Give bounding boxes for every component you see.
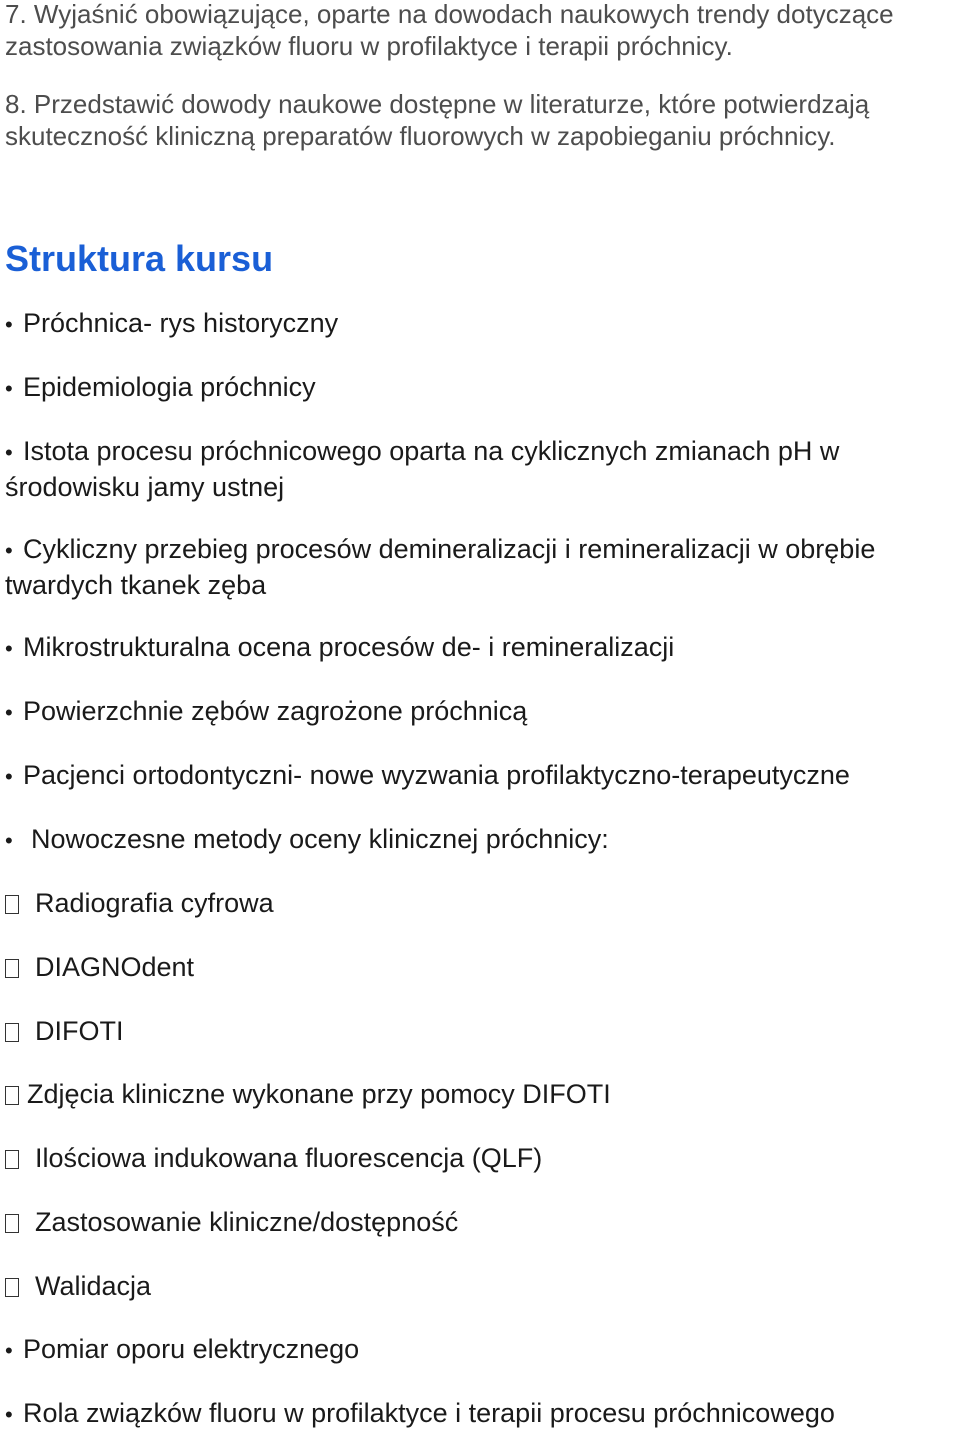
bullet-icon: • (5, 440, 13, 465)
course-item-surfaces (5, 694, 960, 730)
course-item-label: Pomiar oporu elektrycznego (23, 1334, 360, 1364)
subitem-label: DIAGNOdent (35, 952, 195, 982)
subitem-label: Walidacja (35, 1271, 152, 1301)
bullet-icon: • (5, 700, 13, 725)
bullet-icon: • (5, 1402, 13, 1427)
bullet-icon: • (5, 828, 13, 853)
subitem-label: Zdjęcia kliniczne wykonane przy pomocy DIFOTI (27, 1079, 611, 1109)
subitem-difoti (5, 1014, 960, 1048)
bullet-icon: • (5, 376, 13, 401)
section-heading: Struktura kursu (5, 238, 274, 279)
course-item-label: Powierzchnie zębów zagrożone próchnicą (23, 696, 528, 726)
subitem-difoti-photos (5, 1077, 960, 1111)
course-item-ph-cycles (5, 434, 960, 504)
course-item-label: Rola związków fluoru w profilaktyce i terapii procesu próchnicowego (23, 1398, 835, 1428)
course-item-label: Próchnica- rys historyczny (23, 308, 339, 338)
course-item-de-remineralization (5, 532, 960, 602)
subitem-validation (5, 1269, 960, 1303)
course-item-microstructural (5, 630, 960, 666)
bullet-icon: • (5, 538, 13, 563)
bullet-icon: • (5, 312, 13, 337)
course-item-modern-methods (5, 822, 960, 858)
course-item-history (5, 306, 960, 342)
course-item-label: Epidemiologia próchnicy (23, 372, 316, 402)
checkbox-marker-icon (5, 959, 19, 978)
course-item-orthodontic (5, 758, 960, 794)
subitem-label: Radiografia cyfrowa (35, 888, 274, 918)
subitem-diagnodent (5, 950, 960, 984)
subitem-clinical-use (5, 1205, 960, 1239)
objective-7: 7. Wyjaśnić obowiązujące, oparte na dowodach naukowych trendy dotyczące zastosowania związków fluoru w profilaktyce i terapii próchnicy. (5, 0, 894, 61)
course-item-label: Istota procesu próchnicowego oparta na cyklicznych zmianach pH w środowisku jamy ustnej (5, 436, 840, 502)
course-item-label: Nowoczesne metody oceny klinicznej próchnicy: (31, 824, 609, 854)
subitem-label: DIFOTI (35, 1016, 124, 1046)
objective-8: 8. Przedstawić dowody naukowe dostępne w literaturze, które potwierdzają skuteczność kliniczną preparatów fluorowych w zapobieganiu próchnicy. (5, 89, 870, 151)
course-item-epidemiology (5, 370, 960, 406)
checkbox-marker-icon (5, 1278, 19, 1297)
course-item-label: Cykliczny przebieg procesów demineralizacji i remineralizacji w obrębie twardych tkanek zęba (5, 534, 876, 600)
checkbox-marker-icon (5, 1214, 19, 1233)
checkbox-marker-icon (5, 895, 19, 914)
checkbox-marker-icon (5, 1023, 19, 1042)
course-item-fluoride-role (5, 1396, 960, 1432)
checkbox-marker-icon (5, 1150, 19, 1169)
course-item-electrical-resistance (5, 1332, 960, 1368)
subitem-qlf (5, 1141, 960, 1175)
subitem-digital-radiography (5, 886, 960, 920)
subitem-label: Ilościowa indukowana fluorescencja (QLF) (35, 1143, 543, 1173)
bullet-icon: • (5, 636, 13, 661)
course-item-label: Mikrostrukturalna ocena procesów de- i remineralizacji (23, 632, 675, 662)
bullet-icon: • (5, 764, 13, 789)
bullet-icon: • (5, 1338, 13, 1363)
course-item-label: Pacjenci ortodontyczni- nowe wyzwania profilaktyczno-terapeutyczne (23, 760, 850, 790)
subitem-label: Zastosowanie kliniczne/dostępność (35, 1207, 459, 1237)
checkbox-marker-icon (5, 1086, 19, 1105)
